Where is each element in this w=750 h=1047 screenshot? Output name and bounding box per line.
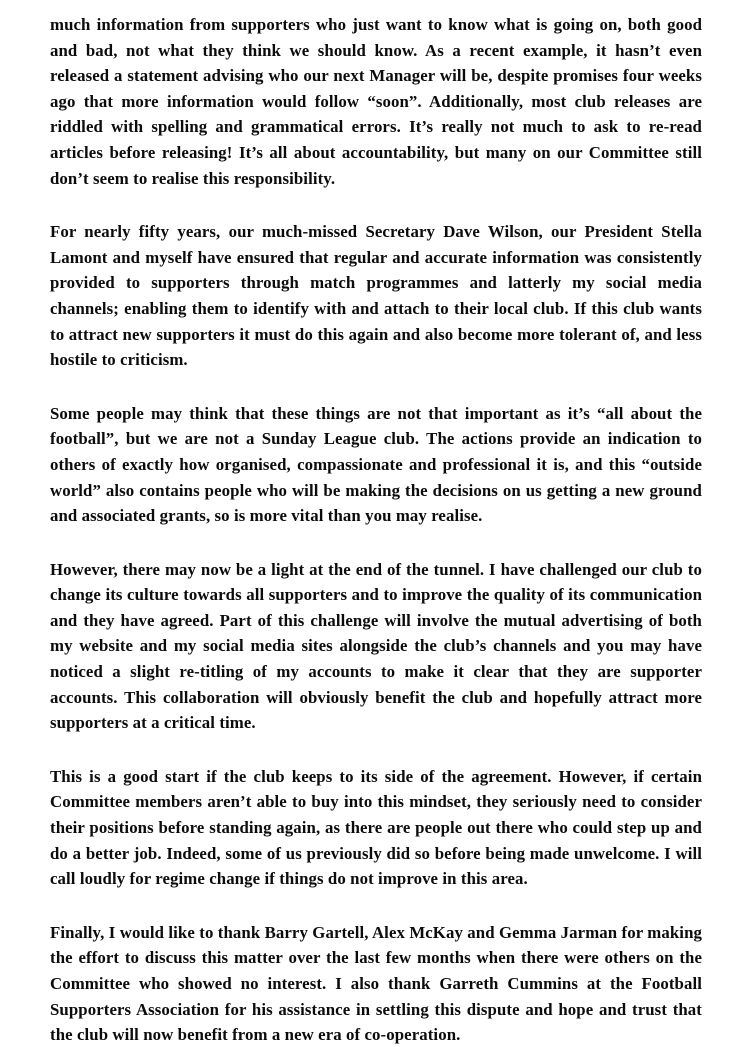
paragraph-final-thanks: Finally, I would like to thank Barry Gartell, Alex McKay and Gemma Jarman for making the effort to discuss this matter over the last few months when there were others on the Committee who showed no interest. I also thank Garreth Cummins at the Football Supporters Association for his assistance in settling this dispute and hope and trust that the club will now benefit from a new era of co-operation.: [50, 922, 702, 1045]
paragraph-good-start-warning: This is a good start if the club keeps to its side of the agreement. However, if certain Committee members aren’t able to buy into this mindset, they seriously need to consider their positions before standing again, as there are people out there who could step up and do a better job. Indeed, some of us previously did so before being made unwelcome. I will call loudly for regime change if things do not improve in this area.: [50, 766, 702, 889]
paragraph-light-at-end-of-tunnel: However, there may now be a light at the end of the tunnel. I have challenged our club to change its culture towards all supporters and to improve the quality of its communication and they have agreed. Part of this challenge will involve the mutual advertising of both my website and my social media sites alongside the club’s channels and you may have noticed a slight re-titling of my accounts to make it clear that they are supporter accounts. This collaboration will obviously benefit the club and hopefully attract more supporters at a critical time.: [50, 559, 702, 733]
paragraph-club-communication: much information from supporters who just want to know what is going on, both good and bad, not what they think we should know. As a recent example, it hasn’t even released a statement advising who our next Manager will be, despite promises four weeks ago that more information would follow “soon”. Additionally, most club releases are riddled with spelling and grammatical errors. It’s really not much to ask to re-read articles before releasing! It’s all about accountability, but many on our Committee still don’t seem to realise this responsibility.: [50, 15, 702, 188]
text-column: [50, 12, 702, 1047]
paragraph-outside-world-importance: Some people may think that these things are not that important as it’s “all about the football”, but we are not a Sunday League club. The actions provide an indication to others of exactly how organised, compassionate and professional it is, and this “outside world” also contains people who will be making the decisions on us getting a new ground and associated grants, so is more vital than you may realise.: [50, 403, 702, 526]
paragraph-fifty-years-history: For nearly fifty years, our much-missed Secretary Dave Wilson, our President Stella Lamont and myself have ensured that regular and accurate information was consistently provided to supporters through match programmes and latterly my social media channels; enabling them to identify with and attach to their local club. If this club wants to attract new supporters it must do this again and also become more tolerant of, and less hostile to criticism.: [50, 222, 702, 370]
